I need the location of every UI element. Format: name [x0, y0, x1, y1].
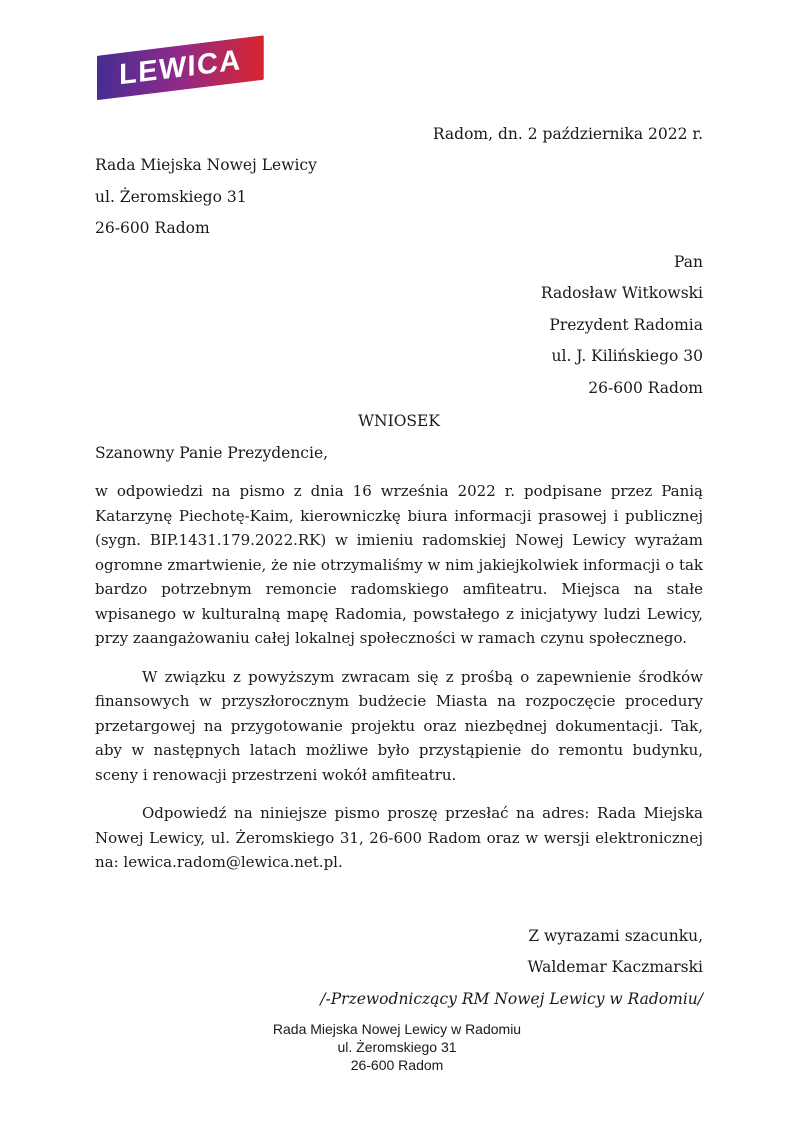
lewica-logo-band — [97, 35, 264, 100]
footer-street: ul. Żeromskiego 31 — [337, 1039, 457, 1055]
footer-address-block — [0, 1020, 794, 1074]
recipient-street: ul. J. Kilińskiego 30 — [551, 347, 703, 365]
sender-street: ul. Żeromskiego 31 — [95, 187, 247, 206]
sender-name: Rada Miejska Nowej Lewicy — [95, 156, 317, 174]
closing-phrase: Z wyrazami szacunku, — [528, 926, 703, 945]
signature-role: /-Przewodniczący RM Nowej Lewicy w Radomiu/ — [320, 989, 703, 1008]
recipient-name: Radosław Witkowski — [540, 284, 703, 302]
sender-city: 26-600 Radom — [95, 219, 210, 237]
recipient-title: Prezydent Radomia — [549, 315, 703, 334]
recipient-address-block — [95, 247, 703, 405]
recipient-city: 26-600 Radom — [588, 378, 703, 397]
lewica-logo — [95, 43, 703, 108]
closing-block — [95, 921, 703, 1016]
document-title: WNIOSEK — [358, 412, 440, 430]
body-paragraph-2: W związku z powyższym zwracam się z prośbą o zapewnienie środków finansowych w przyszłorocznym budżecie Miasta na rozpoczęcie procedury przetargowej na przygotowanie projektu oraz niezbędnej dokumentacji. Tak, aby w następnych latach możliwe było przystąpienie do remontu budynku, sceny i renowacji przestrzeni wokół amfiteatru. — [95, 667, 703, 784]
signature-name: Waldemar Kaczmarski — [527, 958, 703, 976]
footer-city: 26-600 Radom — [350, 1057, 444, 1073]
date-line: Radom, dn. 2 października 2022 r. — [432, 125, 703, 143]
footer-org-name: Rada Miejska Nowej Lewicy w Radomiu — [272, 1021, 522, 1037]
salutation: Szanowny Panie Prezydencie, — [95, 443, 329, 462]
lewica-logo-text: LEWICA — [119, 43, 242, 91]
recipient-honorific: Pan — [674, 252, 703, 271]
body-paragraph-1: w odpowiedzi na pismo z dnia 16 września 2022 r. podpisane przez Panią Katarzynę Piechotę-Kaim, kierowniczkę biura informacji prasowej i publicznej (sygn. BIP.1431.179.2022.RK) w imieniu radomskiej Nowej Lewicy wyrażam ogromne zmartwienie, że nie otrzymaliśmy w nim jakiejkolwiek informacji o tak bardzo potrzebnym remoncie radomskiego amfiteatru. Miejsca na stałe wpisanego w kulturalną mapę Radomia, powstałego z inicjatywy ludzi Lewicy, przy zaangażowaniu całej lokalnej społeczności w ramach czynu społecznego. — [95, 482, 703, 647]
body-paragraph-3: Odpowiedź na niniejsze pismo proszę przesłać na adres: Rada Miejska Nowej Lewicy, ul. Żeromskiego 31, 26-600 Radom oraz w wersji elektronicznej na: lewica.radom@lewica.net.pl. — [95, 804, 703, 871]
sender-address-block — [95, 150, 703, 245]
letter-content — [95, 0, 703, 1015]
